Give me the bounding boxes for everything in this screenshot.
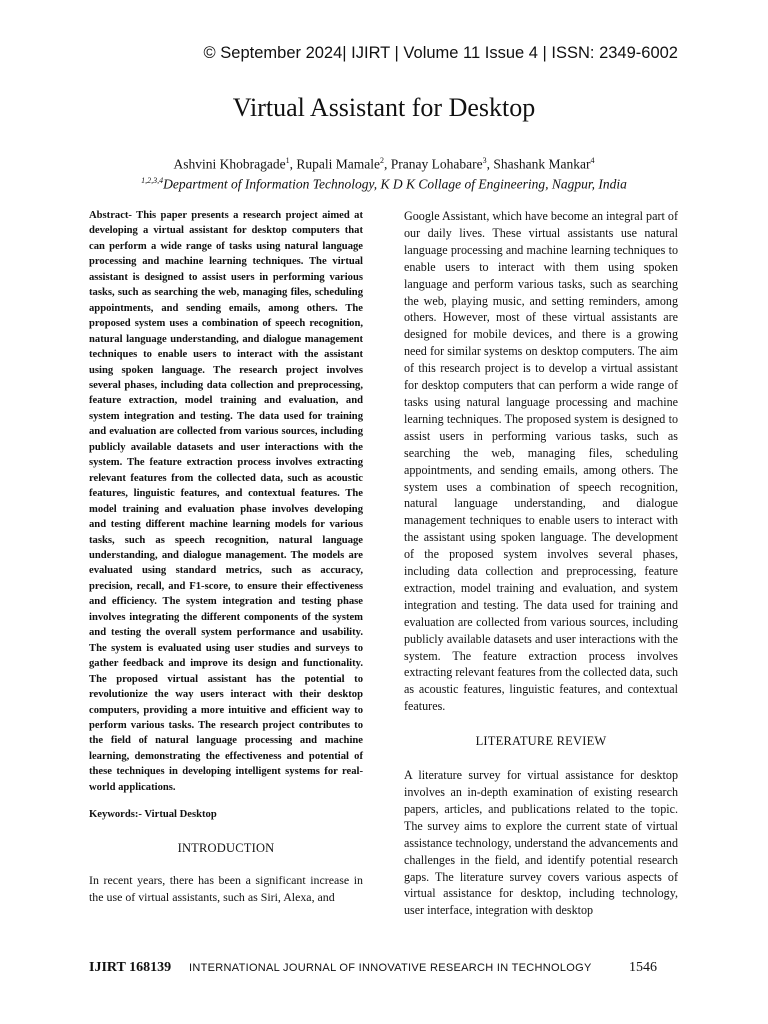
abstract: Abstract- This paper presents a research project aimed at developing a virtual assistant for desktop computers that can perform a wide range of tasks using natural language processing and machine learning techniques. The virtual assistant is designed to assist users in performing various tasks, such as searching the web, managing files, scheduling appointments, and sending emails, among others. The proposed system uses a combination of speech recognition, natural language understanding, and dialogue management techniques to enable users to interact with the assistant using spoken language. The research project involves several phases, including data collection and preprocessing, feature extraction, model training and evaluation, and system integration and testing. The data used for training and evaluation are collected from various sources, including publicly available datasets and user interactions with the system. The feature extraction process involves extracting relevant features from the collected data, such as acoustic features, linguistic features, and contextual features. The model training and evaluation phase involves developing and testing different machine learning models for various tasks, such as speech recognition, natural language understanding, and dialogue management. The models are evaluated using standard metrics, such as accuracy, precision, recall, and F1-score, to ensure their effectiveness and efficiency. The system integration and testing phase involves integrating the different components of the system and testing the overall system performance and usability. The system is evaluated using user studies and surveys to gather feedback and improve its design and functionality. The proposed virtual assistant has the potential to revolutionize the way users interact with their desktop computers, providing a more intuitive and efficient way to perform various tasks. The research project contributes to the field of natural language processing and machine learning, demonstrating the effectiveness and potential of these techniques in developing intelligent systems for real-world applications. <box>89 210 363 793</box>
paper-title: Virtual Assistant for Desktop <box>232 93 536 122</box>
keywords: Keywords:- Virtual Desktop <box>89 809 217 821</box>
journal-header: © September 2024| IJIRT | Volume 11 Issue 4 | ISSN: 2349-6002 <box>203 44 678 62</box>
intro-paragraph: In recent years, there has been a significant increase in the use of virtual assistants, such as Siri, Alexa, and <box>89 872 363 904</box>
literature-paragraph: A literature survey for virtual assistance for desktop involves an in-depth examination of existing research papers, articles, and publications related to the topic. The survey aims to explore the current state of virtual assistance technology, understand the advancements and challenges in the field, and identify potential research gaps. The literature survey covers various aspects of virtual assistance for desktop, including technology, user interface, integration with desktop <box>404 768 678 918</box>
author-name: Shashank Mankar <box>493 156 591 172</box>
footer-journal-name: INTERNATIONAL JOURNAL OF INNOVATIVE RESEARCH IN TECHNOLOGY <box>189 962 592 974</box>
left-column <box>89 208 363 905</box>
page-footer <box>89 960 657 980</box>
author-name: Ashvini Khobragade <box>173 156 286 172</box>
right-column <box>404 208 678 919</box>
author-sup: 4 <box>590 156 595 165</box>
author-name: Rupali Mamale <box>296 156 380 172</box>
author-sup: 3 <box>482 156 487 165</box>
author-name: Pranay Lohabare <box>390 156 483 172</box>
author-sup: 1 <box>285 156 290 165</box>
intro-paragraph-continued: Google Assistant, which have become an integral part of our daily lives. These virtual assistants use natural language processing and machine learning techniques to enable users to interact with them using spoken language and perform various tasks, such as searching the web, playing music, and setting reminders, among others. However, most of these virtual assistants are designed for mobile devices, and there is a growing need for similar systems on desktop computers. The aim of this research project is to develop a virtual assistant for desktop computers that can perform a wide range of tasks using natural language processing and machine learning techniques. The proposed system is designed to assist users in performing various tasks, such as searching the web, managing files, scheduling appointments, and sending emails, among others. The system uses a combination of speech recognition, natural language understanding, and dialogue management techniques to enable users to interact with the assistant using spoken language. The development of the proposed system involves several phases, including data collection and preprocessing, feature extraction, model training and evaluation, and system integration and testing. The data used for training and evaluation are collected from various sources, including publicly available datasets and user interactions with the system. The feature extraction process involves extracting relevant features from the collected data, such as acoustic features, linguistic features, and contextual features. <box>404 209 678 714</box>
affiliation-text: Department of Information Technology, K D K Collage of Engineering, Nagpur, India <box>163 176 627 192</box>
section-heading-introduction: INTRODUCTION <box>177 841 275 856</box>
section-heading-literature-review: LITERATURE REVIEW <box>475 734 607 749</box>
affiliation-sup: 1,2,3,4 <box>141 176 164 185</box>
affiliation <box>0 176 768 193</box>
footer-paper-id: IJIRT 168139 <box>89 960 172 975</box>
author-sup: 2 <box>380 156 384 165</box>
author-list: Ashvini Khobragade$^1$, Rupali Mamale$^2$, Pranay Lohabare$^3$, Shashank Mankar$^4$ <box>173 156 595 172</box>
footer-page-number: 1546 <box>629 960 657 975</box>
